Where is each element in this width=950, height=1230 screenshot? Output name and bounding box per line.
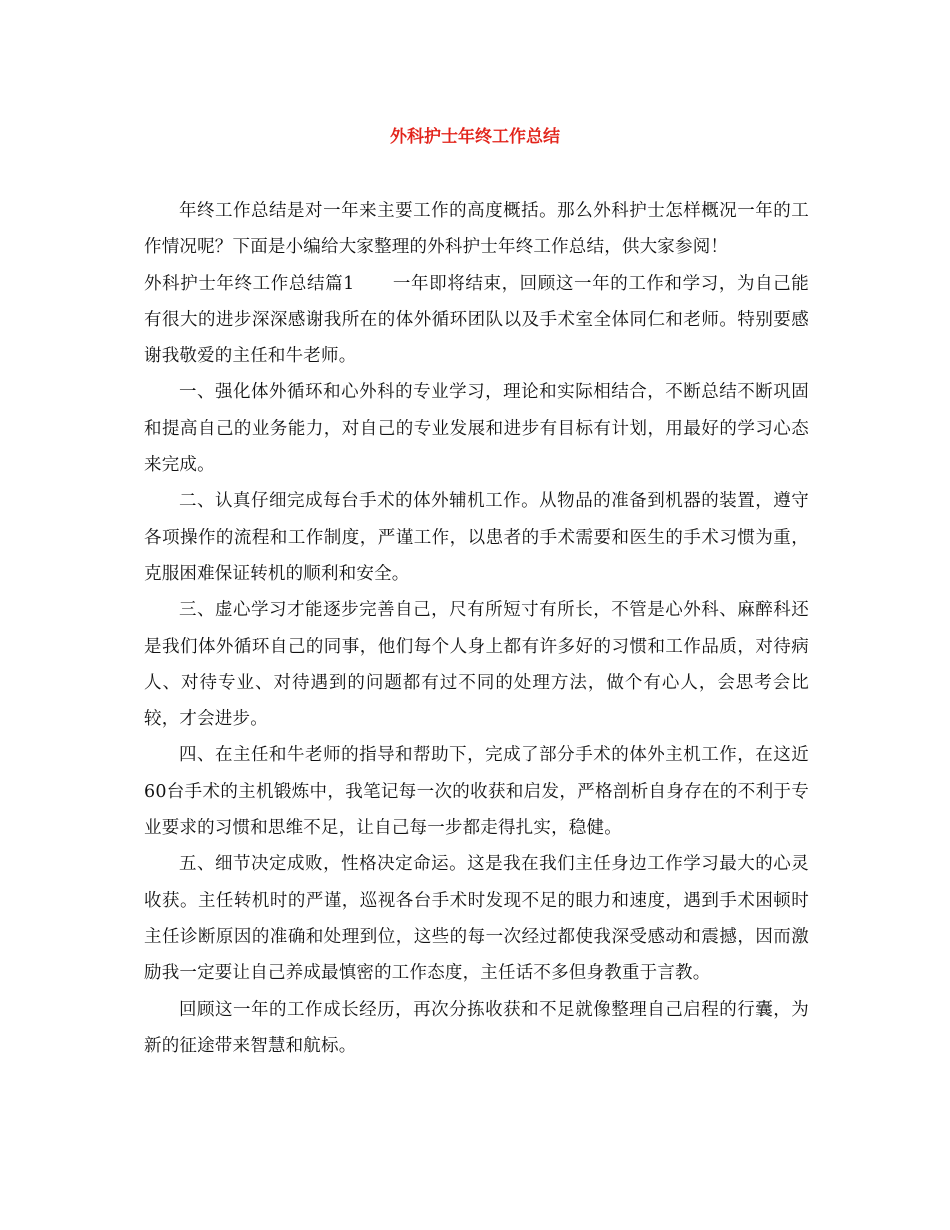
- point-paragraph-2: 二、认真仔细完成每台手术的体外辅机工作。从物品的准备到机器的装置，遵守各项操作的流程和工作制度，严谨工作，以患者的手术需要和医生的手术习惯为重，克服困难保证转机的顺利和安全。: [144, 491, 809, 584]
- point-paragraph-1: 一、强化体外循环和心外科的专业学习，理论和实际相结合，不断总结不断巩固和提高自己的业务能力，对自己的专业发展和进步有目标有计划，用最好的学习心态来完成。: [144, 382, 809, 476]
- intro-paragraph: 年终工作总结是对一年来主要工作的高度概括。那么外科护士怎样概况一年的工作情况呢？下面是小编给大家整理的外科护士年终工作总结，供大家参阅！: [144, 201, 809, 258]
- opening-text: 一年即将结束，回顾这一年的工作和学习，为自己能有很大的进步深深感谢我所在的体外循环团队以及手术室全体同仁和老师。特别要感谢我敬爱的主任和牛老师。: [144, 273, 809, 367]
- section-paragraph: [144, 266, 809, 375]
- section-heading: 外科护士年终工作总结篇1: [144, 273, 355, 294]
- point-paragraph-4: 四、在主任和牛老师的指导和帮助下，完成了部分手术的体外主机工作，在这近60台手术的主机锻炼中，我笔记每一次的收获和启发，严格剖析自身存在的不利于专业要求的习惯和思维不足，让自己每一步都走得扎实，稳健。: [144, 745, 809, 839]
- point-paragraph-3: 三、虚心学习才能逐步完善自己，尺有所短寸有所长，不管是心外科、麻醉科还是我们体外循环自己的同事，他们每个人身上都有许多好的习惯和工作品质，对待病人、对待专业、对待遇到的问题都有过不同的处理方法，做个有心人，会思考会比较，才会进步。: [144, 600, 809, 730]
- point-paragraph-5: 五、细节决定成败，性格决定命运。这是我在我们主任身边工作学习最大的心灵收获。主任转机时的严谨，巡视各台手术时发现不足的眼力和速度，遇到手术困顿时主任诊断原因的准确和处理到位，这些的每一次经过都使我深受感动和震撼，因而激励我一定要让自己养成最慎密的工作态度，主任话不多但身教重于言教。: [144, 854, 809, 984]
- document-body: [144, 193, 809, 1064]
- document-title: 外科护士年终工作总结: [390, 127, 560, 147]
- closing-paragraph: 回顾这一年的工作成长经历，再次分拣收获和不足就像整理自己启程的行囊，为新的征途带来智慧和航标。: [144, 999, 809, 1056]
